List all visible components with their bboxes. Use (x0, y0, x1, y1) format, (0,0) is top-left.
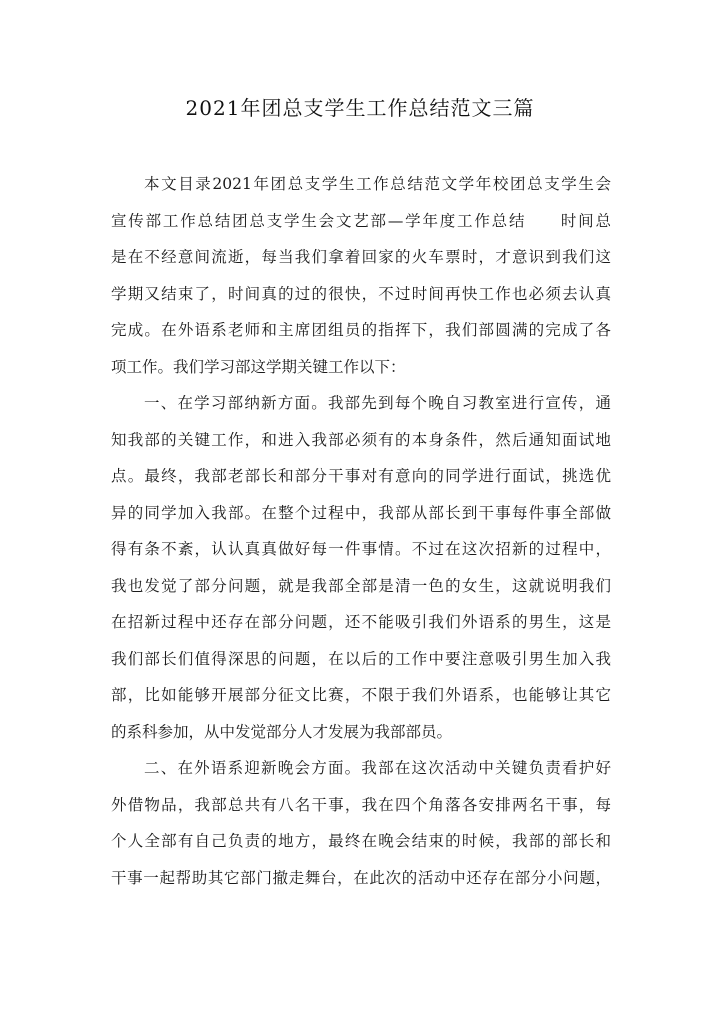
body-line-3: 是在不经意间流逝，每当我们拿着回家的火车票时，才意识到我们这 (111, 248, 611, 266)
body-line-15: 部，比如能够开展部分征文比赛，不限于我们外语系，也能够让其它 (111, 686, 611, 704)
body-line-4: 学期又结束了，时间真的过的很快，不过时间再快工作也必须去认真 (111, 284, 611, 303)
body-line-5: 完成。在外语系老师和主席团组员的指挥下，我们部圆满的完成了各 (111, 321, 611, 339)
body-line-14: 我们部长们值得深思的问题，在以后的工作中要注意吸引男生加入我 (111, 649, 611, 668)
document-title: 2021年团总支学生工作总结范文三篇 (185, 96, 535, 120)
body-line-6: 项工作。我们学习部这学期关键工作以下： (111, 357, 406, 376)
body-line-18: 外借物品，我部总共有八名干事，我在四个角落各安排两名干事，每 (111, 795, 611, 814)
body-line-11: 得有条不紊，认认真真做好每一件事情。不过在这次招新的过程中， (111, 540, 611, 558)
body-line-19: 个人全部有自己负责的地方，最终在晚会结束的时候，我部的部长和 (111, 832, 611, 850)
body-line-17: 二、在外语系迎新晚会方面。我部在这次活动中关键负责看护好 (144, 759, 611, 777)
body-line-12: 我也发觉了部分问题，就是我部全部是清一色的女生，这就说明我们 (111, 576, 611, 595)
body-line-1: 本文目录2021年团总支学生工作总结范文学年校团总支学生会 (144, 175, 611, 193)
body-line-8: 知我部的关键工作，和进入我部必须有的本身条件，然后通知面试地 (111, 430, 611, 449)
body-line-13: 在招新过程中还存在部分问题，还不能吸引我们外语系的男生，这是 (111, 613, 611, 631)
body-line-20: 干事一起帮助其它部门撤走舞台，在此次的活动中还存在部分小问题， (111, 868, 611, 887)
body-line-16: 的系科参加，从中发觉部分人才发展为我部部员。 (111, 722, 453, 741)
body-line-9: 点。最终，我部老部长和部分干事对有意向的同学进行面试，挑选优 (111, 467, 611, 485)
body-line-10: 异的同学加入我部。在整个过程中，我部从部长到干事每件事全部做 (111, 503, 611, 522)
body-line-2: 宣传部工作总结团总支学生会文艺部—学年度工作总结 时间总 (111, 211, 611, 230)
body-line-7: 一、在学习部纳新方面。我部先到每个晚自习教室进行宣传，通 (144, 394, 611, 412)
document-body (111, 166, 611, 896)
